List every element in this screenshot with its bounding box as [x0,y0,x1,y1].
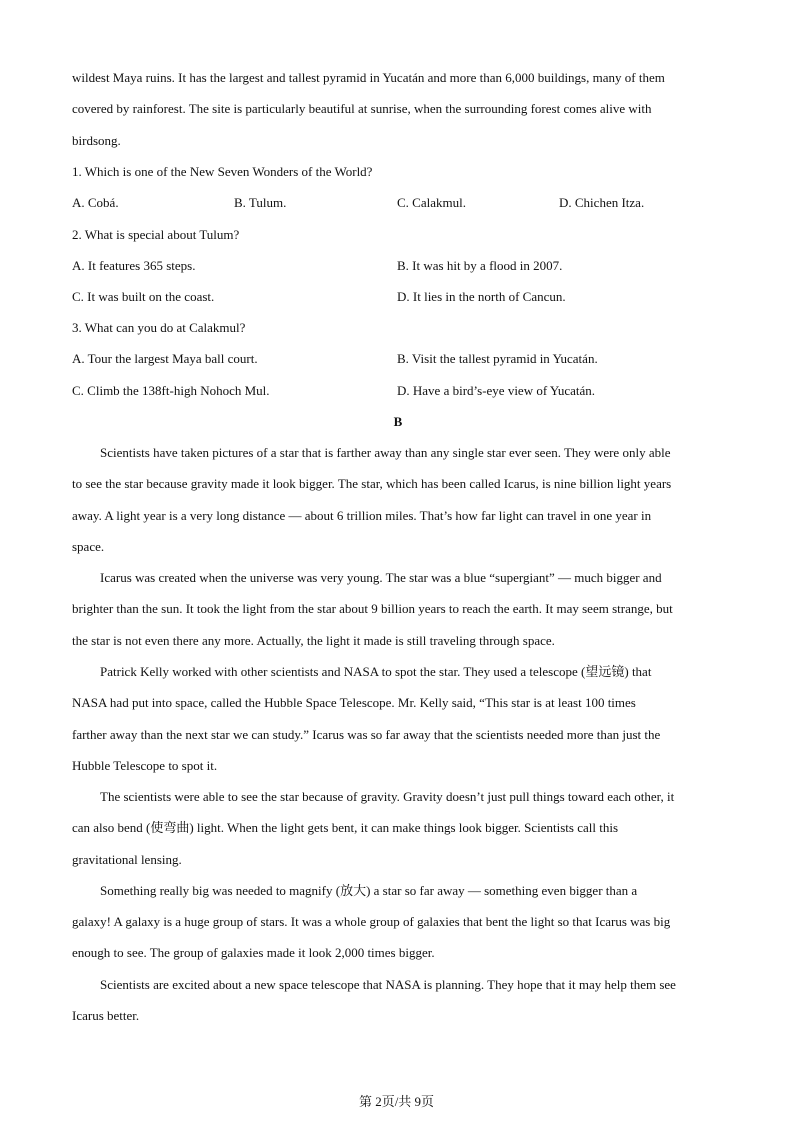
paragraph-line: the star is not even there any more. Actually, the light it made is still traveling through space. [72,633,555,648]
paragraph-line: gravitational lensing. [72,852,182,867]
paragraph-line: Scientists are excited about a new space telescope that NASA is planning. They hope that it may help them see [100,977,676,992]
page-number-footer: 第 2页/共 9页 [358,1094,435,1109]
question-2-options-row2 [72,289,724,305]
option-b: B. Visit the tallest pyramid in Yucatán. [397,351,598,366]
option-d: D. Have a bird’s-eye view of Yucatán. [397,383,596,398]
option-d: D. It lies in the north of Cancun. [397,289,566,304]
paragraph-line: Something really big was needed to magnify (放大) a star so far away — something even bigger than a [100,883,638,898]
question-2: 2. What is special about Tulum? [72,227,240,242]
paragraph-line: away. A light year is a very long distance — about 6 trillion miles. That’s how far light can travel in one year in [72,508,652,523]
paragraph-line: enough to see. The group of galaxies made it look 2,000 times bigger. [72,945,435,960]
question-3: 3. What can you do at Calakmul? [72,320,246,335]
question-3-options-row2 [72,383,724,399]
paragraph-line: to see the star because gravity made it look bigger. The star, which has been called Icarus, is nine billion light years [72,476,672,491]
section-heading: B [393,414,403,429]
option-c: C. It was built on the coast. [72,289,215,304]
question-2-options-row1 [72,258,724,274]
paragraph-line: farther away than the next star we can study.” Icarus was so far away that the scientists needed more than just the [72,727,661,742]
paragraph-line: can also bend (使弯曲) light. When the light gets bent, it can make things look bigger. Scientists call this [72,820,619,835]
option-c: C. Climb the 138ft-high Nohoch Mul. [72,383,270,398]
option-a: A. Tour the largest Maya ball court. [72,351,258,366]
paragraph-line: Scientists have taken pictures of a star that is farther away than any single star ever seen. They were only able [100,445,671,460]
option-d: D. Chichen Itza. [559,195,645,210]
paragraph-line: NASA had put into space, called the Hubble Space Telescope. Mr. Kelly said, “This star is at least 100 times [72,695,636,710]
paragraph-line: The scientists were able to see the star because of gravity. Gravity doesn’t just pull things toward each other, it [100,789,675,804]
option-b: B. It was hit by a flood in 2007. [397,258,563,273]
option-c: C. Calakmul. [397,195,466,210]
question-3-options-row1 [72,351,724,367]
intro-line: covered by rainforest. The site is particularly beautiful at sunrise, when the surrounding forest comes alive with [72,101,652,116]
paragraph-line: brighter than the sun. It took the light from the star about 9 billion years to reach the earth. It may seem strange, but [72,601,673,616]
option-b: B. Tulum. [234,195,287,210]
paragraph-line: Icarus better. [72,1008,140,1023]
paragraph-line: galaxy! A galaxy is a huge group of stars. It was a whole group of galaxies that bent the light so that Icarus was big [72,914,671,929]
paragraph-line: space. [72,539,105,554]
paragraph-line: Hubble Telescope to spot it. [72,758,218,773]
paragraph-line: Icarus was created when the universe was very young. The star was a blue “supergiant” — much bigger and [100,570,662,585]
question-1-options [72,195,724,211]
option-a: A. Cobá. [72,195,119,210]
intro-line: wildest Maya ruins. It has the largest and tallest pyramid in Yucatán and more than 6,000 buildings, many of them [72,70,665,85]
option-a: A. It features 365 steps. [72,258,196,273]
question-1: 1. Which is one of the New Seven Wonders of the World? [72,164,373,179]
paragraph-line: Patrick Kelly worked with other scientists and NASA to spot the star. They used a telescope (望远镜) that [100,664,652,679]
intro-line: birdsong. [72,133,121,148]
